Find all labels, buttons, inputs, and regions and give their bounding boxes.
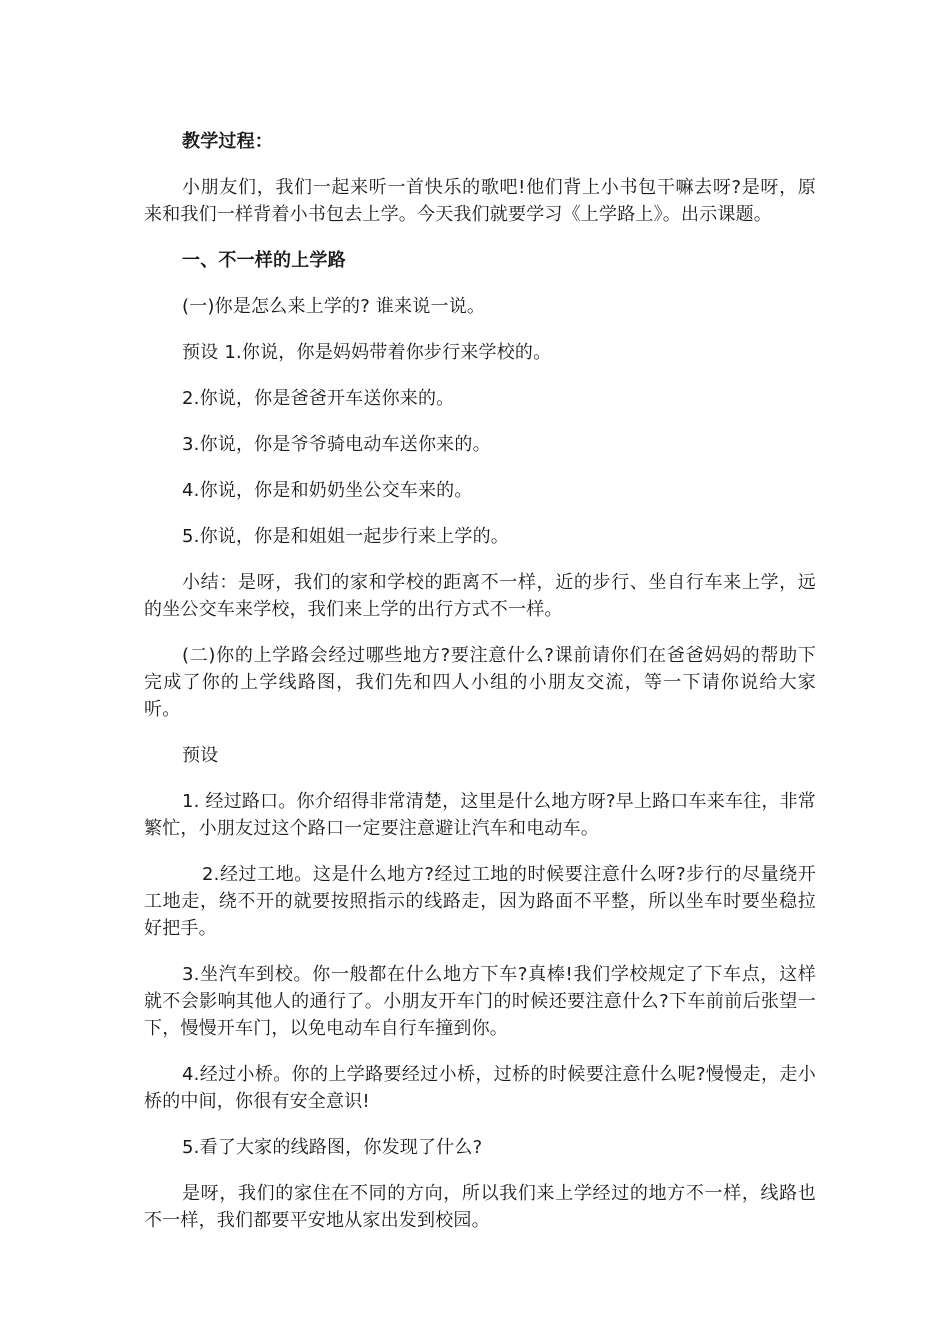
paragraph-route-discovery: 5.看了大家的线路图，你发现了什么? (182, 1137, 483, 1158)
paragraph-preset-4: 4.你说，你是和奶奶坐公交车来的。 (182, 480, 473, 501)
paragraph-preset-label: 预设 (182, 745, 219, 766)
document-page (144, 128, 816, 1253)
paragraph-intro: 小朋友们，我们一起来听一首快乐的歌吧!他们背上小书包干嘛去呀?是呀，原来和我们一样背着小书包去上学。今天我们就要学习《上学路上》。出示课题。 (144, 177, 816, 225)
paragraph-preset-5: 5.你说，你是和姐姐一起步行来上学的。 (182, 526, 509, 547)
paragraph-preset-2: 2.你说，你是爸爸开车送你来的。 (182, 388, 455, 409)
paragraph-route-car: 3.坐汽车到校。你一般都在什么地方下车?真棒!我们学校规定了下车点，这样就不会影响其他人的通行了。小朋友开车门的时候还要注意什么?下车前前后张望一下，慢慢开车门，以免电动车自行车撞到你。 (144, 964, 816, 1039)
paragraph-question-two: (二)你的上学路会经过哪些地方?要注意什么?课前请你们在爸爸妈妈的帮助下完成了你的上学线路图，我们先和四人小组的小朋友交流，等一下请你说给大家听。 (144, 645, 816, 720)
paragraph-route-intersection: 1. 经过路口。你介绍得非常清楚，这里是什么地方呀?早上路口车来车往，非常繁忙，小朋友过这个路口一定要注意避让汽车和电动车。 (144, 791, 816, 839)
paragraph-route-construction: 2.经过工地。这是什么地方?经过工地的时候要注意什么呀?步行的尽量绕开工地走，绕不开的就要按照指示的线路走，因为路面不平整，所以坐车时要坐稳拉好把手。 (144, 864, 816, 939)
paragraph-question-one: (一)你是怎么来上学的? 谁来说一说。 (182, 296, 486, 317)
paragraph-preset-3: 3.你说，你是爷爷骑电动车送你来的。 (182, 434, 491, 455)
paragraph-summary: 小结：是呀，我们的家和学校的距离不一样，近的步行、坐自行车来上学，远的坐公交车来学校，我们来上学的出行方式不一样。 (144, 572, 816, 620)
section-heading-different-routes: 一、不一样的上学路 (182, 250, 346, 271)
paragraph-conclusion: 是呀，我们的家住在不同的方向，所以我们来上学经过的地方不一样，线路也不一样，我们都要平安地从家出发到校园。 (144, 1183, 816, 1231)
paragraph-preset-1: 预设 1.你说，你是妈妈带着你步行来学校的。 (182, 342, 552, 363)
paragraph-route-bridge: 4.经过小桥。你的上学路要经过小桥，过桥的时候要注意什么呢?慢慢走，走小桥的中间，你很有安全意识! (144, 1064, 816, 1112)
section-title-teaching-process: 教学过程： (182, 131, 273, 152)
